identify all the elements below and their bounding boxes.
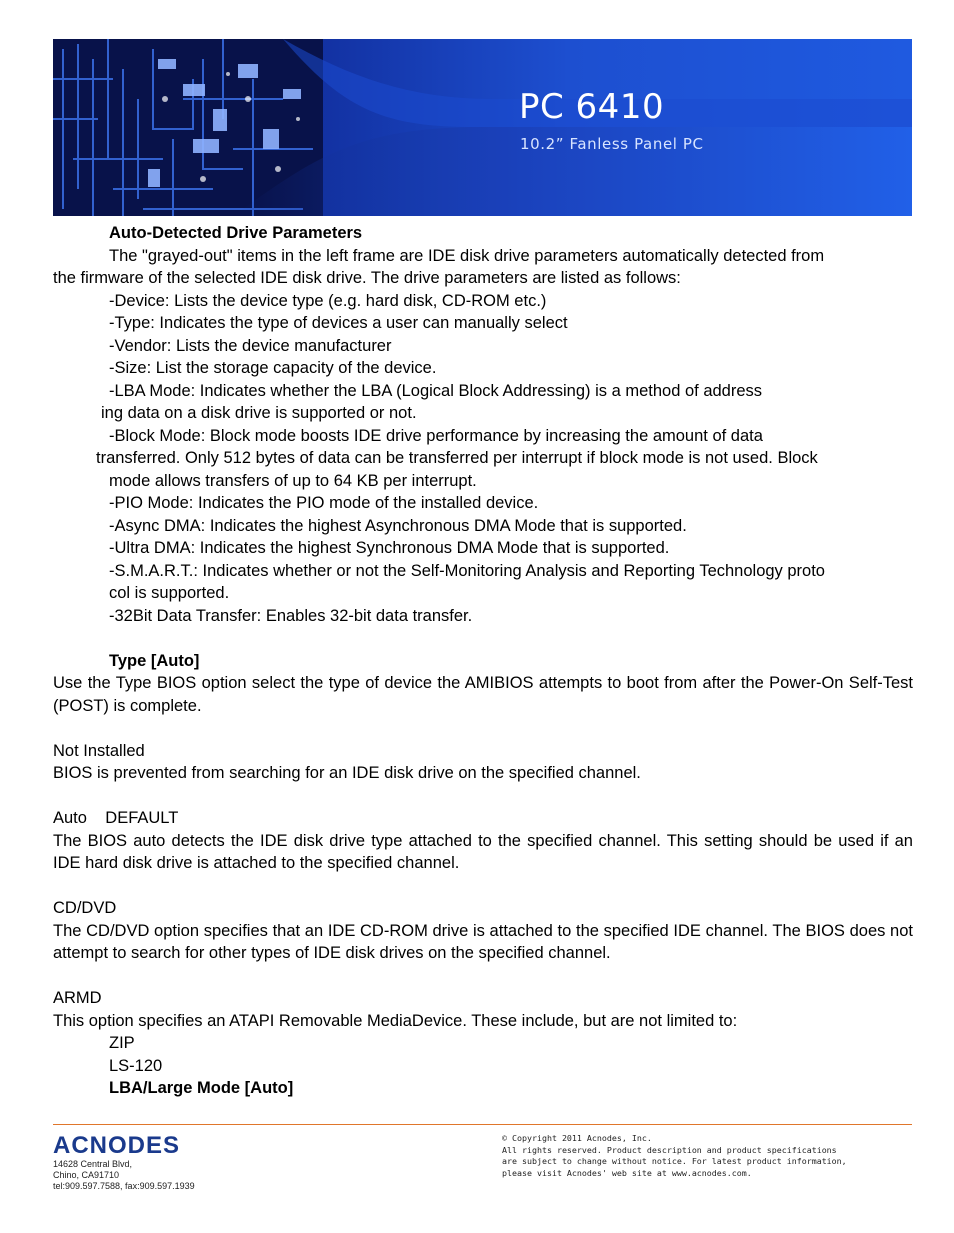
footer-divider — [53, 1124, 912, 1125]
copyright-line: are subject to change without notice. For latest product information, — [502, 1156, 847, 1166]
section-heading: Auto-Detected Drive Parameters — [109, 224, 363, 242]
copyright-line: please visit Acnodes' web site at www.acnodes.com. — [502, 1167, 752, 1178]
list-item: -Async DMA: Indicates the highest Asynchronous DMA Mode that is supported. — [109, 516, 687, 535]
paragraph-line: The "grayed-out" items in the left frame are IDE disk drive parameters automatically detected from — [109, 246, 825, 265]
option-description: This option specifies an ATAPI Removable MediaDevice. These include, but are not limited to: — [53, 1011, 738, 1030]
option-description: The CD/DVD option specifies that an IDE CD-ROM drive is attached to the specified IDE channel. The BIOS does not attempt to search for other types of IDE disk drives on the specified channel. — [53, 921, 913, 962]
section-heading: LBA/Large Mode [Auto] — [109, 1079, 294, 1097]
list-item: -Type: Indicates the type of devices a user can manually select — [109, 314, 568, 332]
list-item: -Block Mode: Block mode boosts IDE drive performance by increasing the amount of data — [109, 426, 763, 445]
header-banner — [53, 39, 912, 216]
acnodes-logo — [53, 1131, 213, 1157]
contact-line: tel:909.597.7588, fax:909.597.1939 — [53, 1181, 195, 1191]
copyright-line: © Copyright 2011 Acnodes, Inc. — [502, 1133, 652, 1143]
option-description: The BIOS auto detects the IDE disk drive type attached to the specified channel. This setting should be used if an IDE hard disk drive is attached to the specified channel. — [53, 831, 913, 872]
option-description: BIOS is prevented from searching for an IDE disk drive on the specified channel. — [53, 764, 641, 782]
list-item-continuation: col is supported. — [109, 584, 230, 602]
list-item-continuation: mode allows transfers of up to 64 KB per interrupt. — [109, 471, 477, 490]
section-heading: Type [Auto] — [109, 651, 200, 670]
list-item-continuation: transferred. Only 512 bytes of data can be transferred per interrupt if block mode is not used. Block — [96, 449, 818, 467]
list-item: ZIP — [109, 1034, 135, 1052]
copyright-line: All rights reserved. Product description and product specifications — [502, 1144, 837, 1155]
address-line: 14628 Central Blvd, — [53, 1159, 133, 1169]
option-title: Auto DEFAULT — [53, 809, 179, 827]
svg-text:ACNODES: ACNODES — [53, 1132, 181, 1157]
list-item: -Device: Lists the device type (e.g. hard disk, CD-ROM etc.) — [109, 291, 547, 310]
product-subtitle: 10.2” Fanless Panel PC — [520, 135, 704, 153]
list-item: LS-120 — [109, 1056, 163, 1075]
document-body — [53, 222, 913, 1100]
banner-swoosh — [53, 39, 912, 216]
option-title: CD/DVD — [53, 899, 117, 917]
product-title: PC 6410 — [519, 87, 665, 127]
option-title: Not Installed — [53, 741, 145, 760]
list-item: -LBA Mode: Indicates whether the LBA (Logical Block Addressing) is a method of address — [109, 381, 763, 400]
address-line: Chino, CA91710 — [53, 1170, 120, 1180]
option-title: ARMD — [53, 989, 102, 1007]
copyright-notice — [502, 1133, 847, 1179]
list-item: -Ultra DMA: Indicates the highest Synchronous DMA Mode that is supported. — [109, 539, 670, 557]
list-item-continuation: ing data on a disk drive is supported or not. — [101, 404, 417, 422]
list-item: -PIO Mode: Indicates the PIO mode of the installed device. — [109, 494, 539, 512]
list-item: -Size: List the storage capacity of the device. — [109, 359, 437, 377]
list-item: -S.M.A.R.T.: Indicates whether or not the Self-Monitoring Analysis and Reporting Technology proto — [109, 561, 825, 580]
company-address — [53, 1159, 195, 1192]
list-item: -32Bit Data Transfer: Enables 32-bit data transfer. — [109, 606, 473, 625]
list-item: -Vendor: Lists the device manufacturer — [109, 336, 392, 355]
paragraph: Use the Type BIOS option select the type of device the AMIBIOS attempts to boot from after the Power-On Self-Test (POST) is complete. — [53, 674, 913, 715]
paragraph-line: the firmware of the selected IDE disk drive. The drive parameters are listed as follows: — [53, 269, 681, 287]
